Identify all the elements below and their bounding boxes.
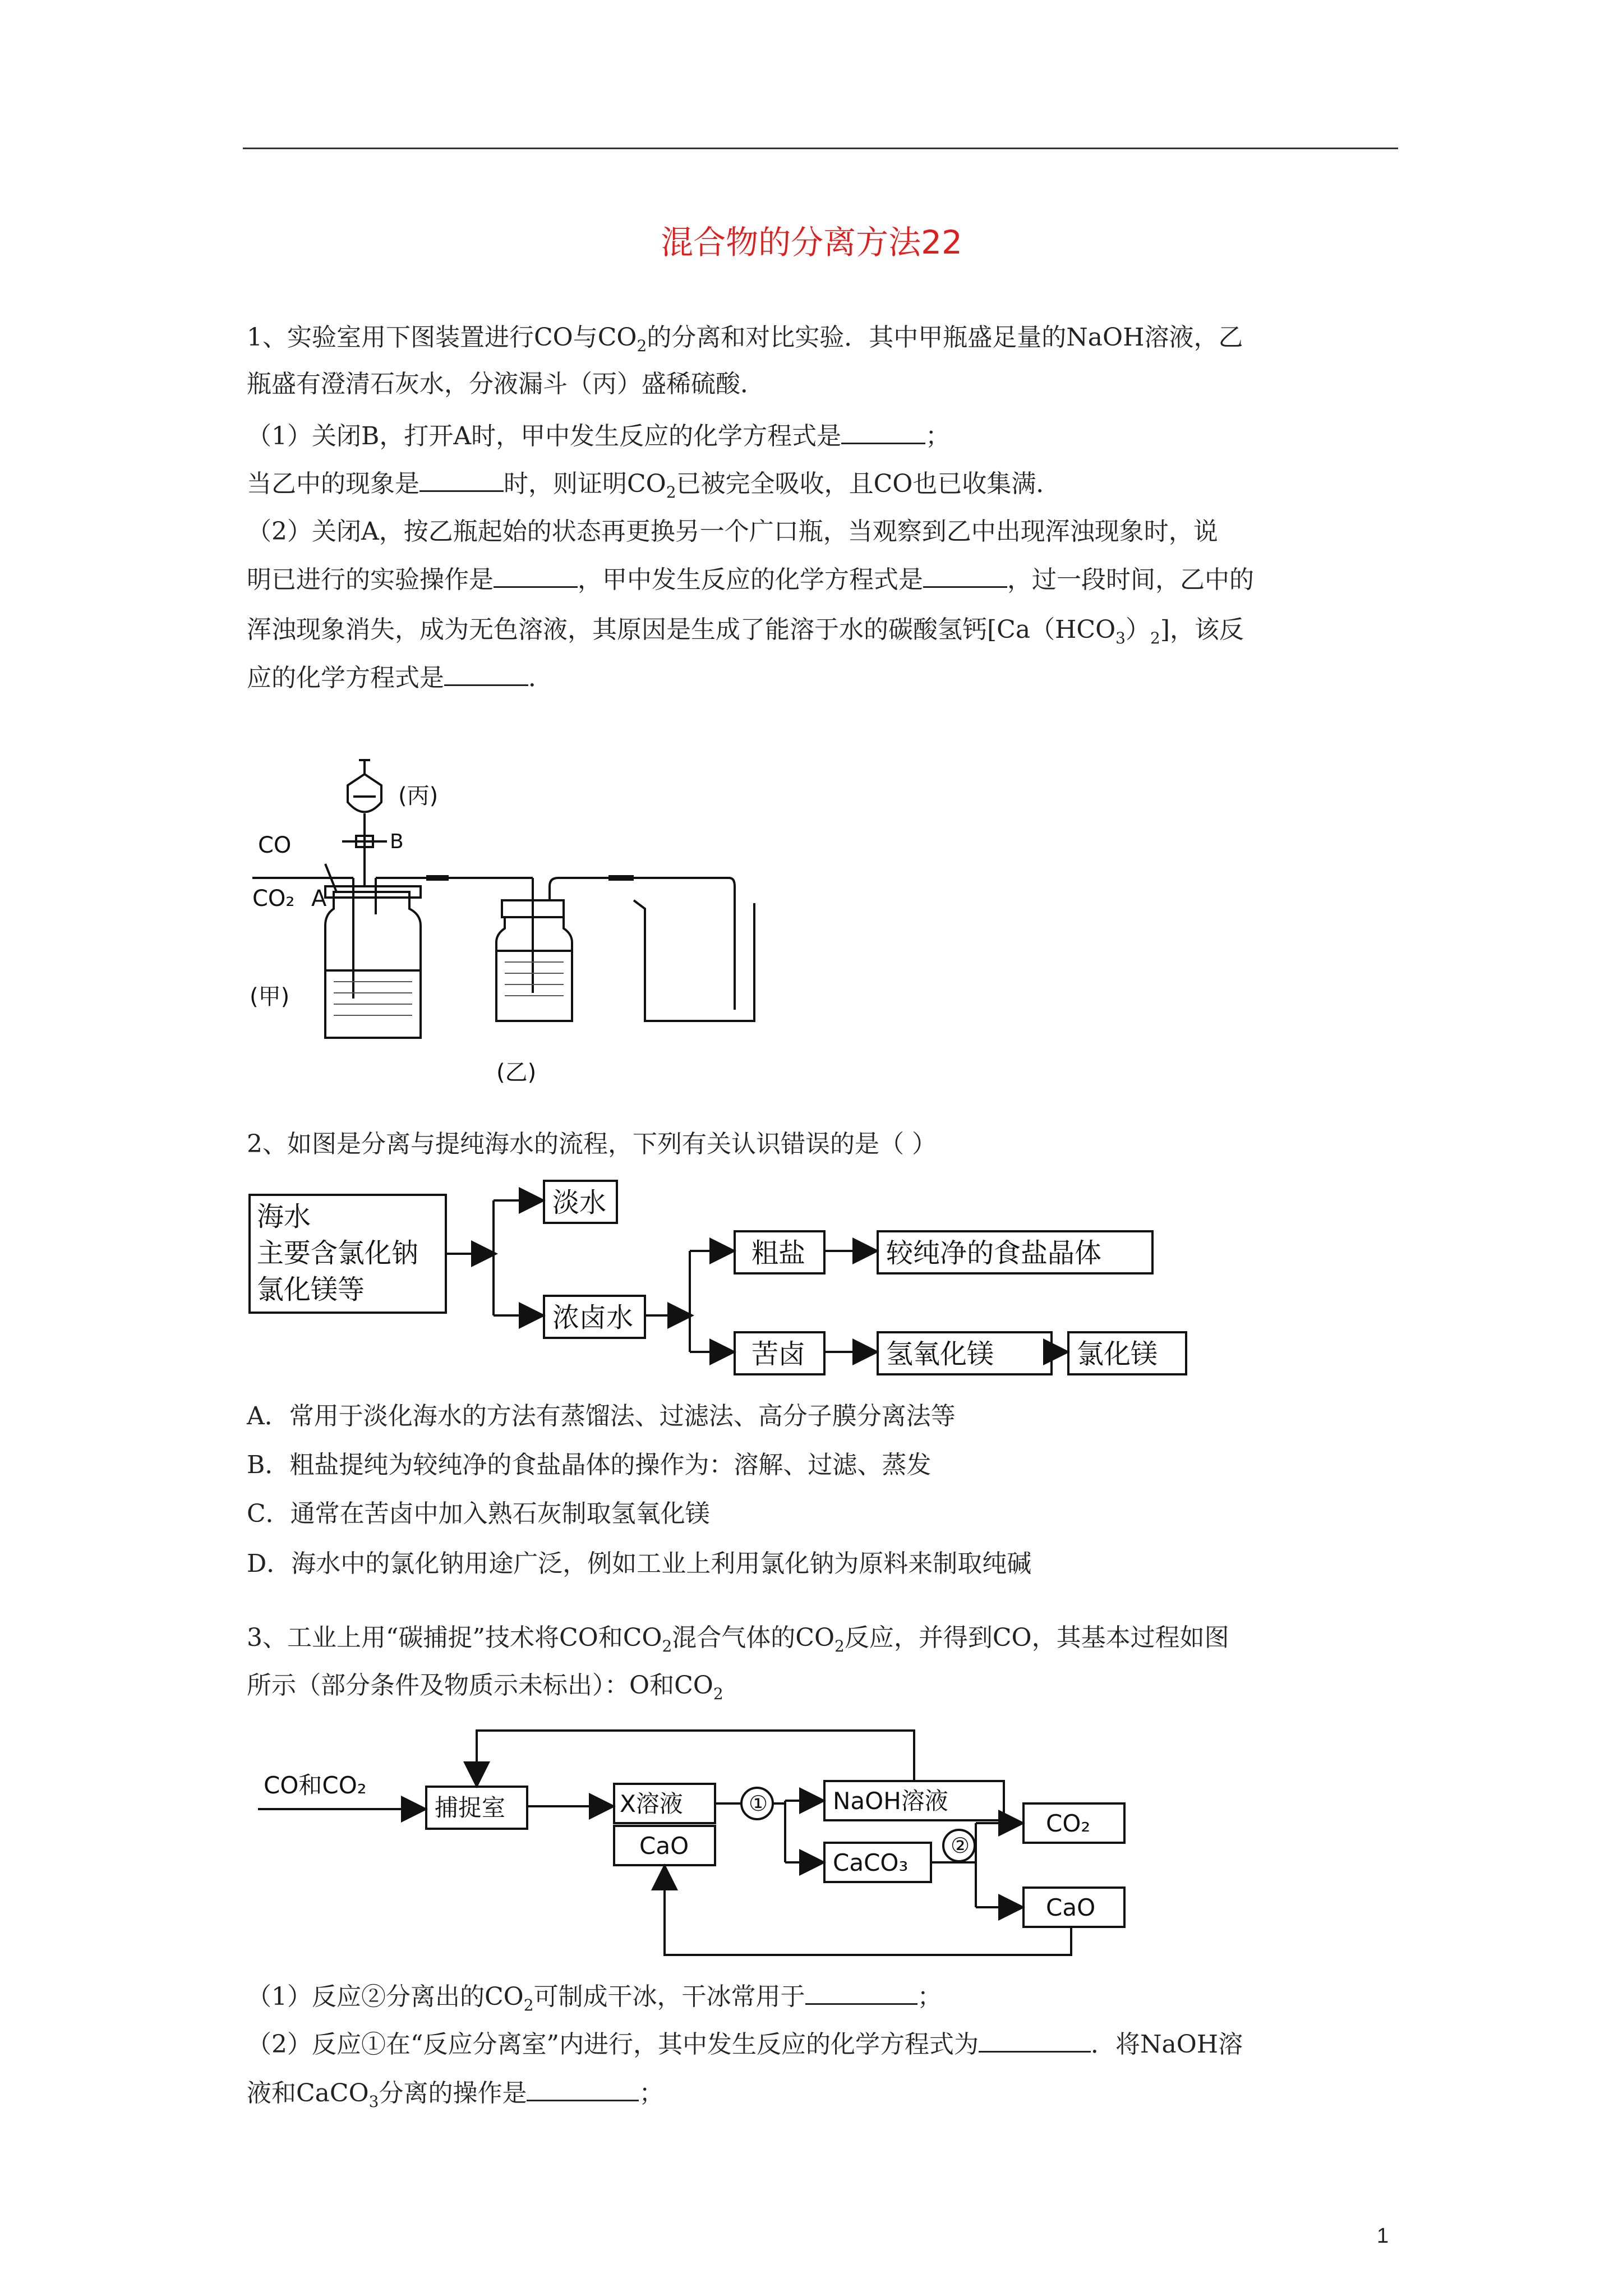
beaker: [634, 900, 754, 1021]
capture-room-label: 捕捉室: [435, 1794, 506, 1821]
step-2-label: ②: [951, 1833, 970, 1858]
pure-salt-label: 较纯净的食盐晶体: [886, 1237, 1102, 1269]
header-rule: [243, 148, 1398, 149]
q2-flow-diagram: [247, 1175, 1200, 1388]
q1-line-1: 1、实验室用下图装置进行CO与$CO_2$的分离和对比实验．其中甲瓶盛足量的NaOH溶液，乙: [247, 323, 1243, 355]
page-title: 混合物的分离方法22: [661, 223, 962, 261]
label-co: CO: [258, 832, 292, 858]
separatory-funnel: [348, 774, 381, 812]
seawater-line-2: 主要含氯化钠: [257, 1237, 419, 1269]
q1-apparatus-figure: [241, 757, 763, 1105]
answer-blank[interactable]: [494, 564, 578, 588]
q1-line-3: （1）关闭B，打开A时，甲中发生反应的化学方程式是 ；: [247, 420, 950, 453]
q1-line-6: 明已进行的实验操作是 ，甲中发生反应的化学方程式是 ，过一段时间，乙中的: [247, 563, 1254, 597]
q2-option-a[interactable]: A．常用于淡化海水的方法有蒸馏法、过滤法、高分子膜分离法等: [247, 1402, 956, 1430]
q3-sub-1: （1）反应②分离出的$CO_2$可制成干冰，干冰常用于 ；: [247, 1980, 942, 2022]
label-a: A: [311, 886, 327, 912]
cao-left-label: CaO: [639, 1832, 689, 1860]
answer-blank[interactable]: [805, 1981, 917, 2005]
bittern-label: 苦卤: [751, 1338, 806, 1370]
label-co2: CO₂: [252, 886, 295, 912]
seawater-line-3: 氯化镁等: [257, 1274, 365, 1305]
q2-option-d[interactable]: D．海水中的氯化钠用途广泛，例如工业上利用氯化钠为原料来制取纯碱: [247, 1549, 1032, 1578]
mg-hydroxide-label: 氢氧化镁: [886, 1338, 994, 1370]
q3-flow-diagram: [247, 1719, 1155, 1966]
cao-out-label: CaO: [1046, 1894, 1096, 1921]
q2-option-c[interactable]: C．通常在苦卤中加入熟石灰制取氢氧化镁: [247, 1499, 710, 1528]
x-solution-label: X溶液: [620, 1790, 683, 1818]
q3-sub-2: （2）反应①在“反应分离室”内进行，其中发生反应的化学方程式为 ．将NaOH溶: [247, 2028, 1243, 2062]
label-bing: (丙): [398, 783, 439, 809]
answer-blank[interactable]: [419, 468, 504, 492]
label-yi: (乙): [496, 1060, 537, 1085]
seawater-line-1: 海水: [257, 1201, 311, 1232]
caco3-label: CaCO₃: [833, 1849, 909, 1876]
answer-blank[interactable]: [444, 662, 528, 686]
step-1-label: ①: [749, 1791, 768, 1816]
mg-chloride-label: 氯化镁: [1077, 1338, 1158, 1370]
q2-stem: 2、如图是分离与提纯海水的流程，下列有关认识错误的是（ ）: [247, 1130, 937, 1158]
bottle-yi: [496, 917, 572, 1021]
q1-line-4: 当乙中的现象是 时，则证明$CO_2$已被完全吸收，且CO也已收集满．: [247, 467, 1061, 509]
label-b: B: [390, 830, 404, 853]
answer-blank[interactable]: [527, 2077, 639, 2101]
q3-sub-3: 液和CaCO$_3$分离的操作是 ；: [247, 2077, 663, 2119]
q1-line-7: 浑浊现象消失，成为无色溶液，其原因是生成了能溶于水的碳酸氢钙$[Ca(HCO_3)_2]$，该反: [247, 615, 1244, 647]
label-jia: (甲): [250, 984, 290, 1010]
answer-blank[interactable]: [841, 420, 925, 444]
brine-label: 浓卤水: [552, 1302, 634, 1333]
q1-line-5: （2）关闭A，按乙瓶起始的状态再更换另一个广口瓶，当观察到乙中出现浑浊现象时，说: [247, 517, 1218, 546]
naoh-label: NaOH溶液: [833, 1787, 948, 1815]
q3-line-2: 所示（部分条件及物质示未标出）：O和$CO_2$: [247, 1671, 723, 1703]
answer-blank[interactable]: [923, 564, 1007, 588]
q1-line-8: 应的化学方程式是 ．: [247, 661, 553, 695]
page-number: 1: [1377, 2224, 1389, 2248]
q1-line-2: 瓶盛有澄清石灰水，分液漏斗（丙）盛稀硫酸．: [247, 370, 765, 398]
input-label: CO和CO₂: [264, 1772, 367, 1799]
q2-option-b[interactable]: B．粗盐提纯为较纯净的食盐晶体的操作为：溶解、过滤、蒸发: [247, 1451, 932, 1479]
co2-out-label: CO₂: [1046, 1810, 1091, 1837]
answer-blank[interactable]: [979, 2028, 1091, 2053]
crude-salt-label: 粗盐: [751, 1237, 806, 1269]
fresh-water-label: 淡水: [552, 1187, 607, 1218]
q3-line-1: 3、工业上用“碳捕捉”技术将CO和$CO_2$混合气体的$CO_2$反应，并得到CO，其基本过程如图: [247, 1623, 1229, 1655]
